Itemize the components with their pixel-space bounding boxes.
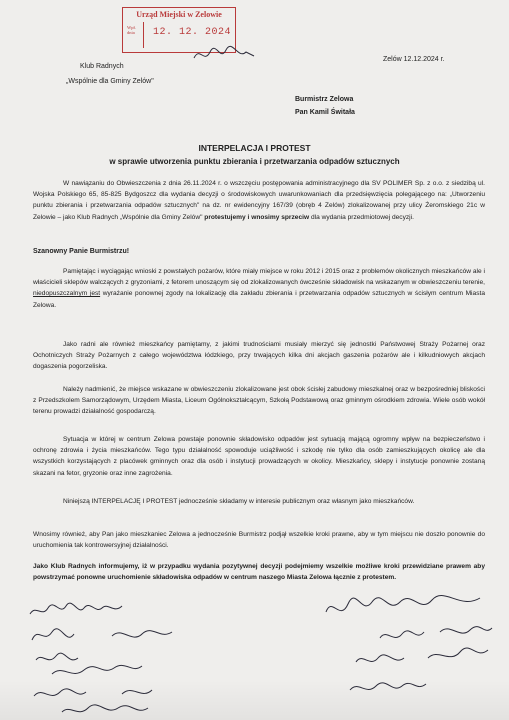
paragraph-1	[33, 178, 485, 223]
paragraph-8: Jako Klub Radnych informujemy, iż w przypadku wydania pozytywnej decyzji podejmiemy wszelkie możliwe kroki przewidziane prawem aby powstrzymać ponowne uruchomienie składowiska odpadów w centrum naszego Miasta Zelowa łącznie z protestem.	[33, 563, 485, 582]
paragraph-1-end: dla wydania przedmiotowej decyzji.	[309, 213, 414, 221]
document-subtitle: w sprawie utworzenia punktu zbierania i przetwarzania odpadów sztucznych	[109, 157, 400, 166]
paragraph-1-text: W nawiązaniu do Obwieszczenia z dnia 26.11.2024 r. o wszczęciu postępowania administracyjnego dla SV POLIMER Sp. z o.o. z siedzibą ul. Wojska Polskiego 65, 85-825 Bydgoszcz dla wydania decyzji o środowiskowych uwarunkowaniach dla przedsięwzięcia polegającego na: „Utworzeniu punktu zbierania i przetwarzania odpadów sztucznych" na dz. nr ewidencyjny 167/39 (obręb 4 Zelów) zlokalizowanej przy ulicy Żeromskiego 21c w Zelowie – jako Klub Radnych „Wspólnie dla Gminy Zelów"	[33, 180, 485, 221]
place-date: Zelów 12.12.2024 r.	[383, 56, 445, 63]
paragraph-3: Jako radni ale również mieszkańcy pamiętamy, z jakimi trudnościami musiały mierzyć się jednostki Państwowej Straży Pożarnej oraz Ochotniczych Straży Pożarnych z całego województwa łódzkiego, przy trwających kilka dni akcjach gaszenia pożarów ale i kilkudniowych akcjach dogaszenia pogorzeliska.	[33, 341, 485, 371]
stamp-date: 12. 12. 2024	[153, 27, 232, 38]
recipient-name: Pan Kamil Świtała	[295, 109, 355, 116]
paragraph-5: Sytuacja w której w centrum Zelowa powstaje ponownie składowisko odpadów jest sytuacją mającą ogromny wpływ na bezpieczeństwo i ochronę zdrowia i życia mieszkańców. Tego typu działalność spowoduje uciążliwość i szkodę nie tylko dla osób zamieszkujących okolicę ale dla wszystkich korzystających z placówek gminnych oraz dla osób i instytucji prowadzących w okolicy. Mieszkańcy, sklepy i instytucje ponownie zostaną skazani na fetor, gryzonie oraz inne zagrożenia.	[33, 436, 485, 477]
stamp-signature	[190, 44, 260, 66]
paragraph-2-end: wyrażanie ponownej zgody na lokalizację dla zakładu zbierania i przetwarzania odpadów sztucznych w ścisłym centrum Miasta Zelowa.	[33, 290, 485, 309]
paragraph-7: Wnosimy również, aby Pan jako mieszkaniec Zelowa a jednocześnie Burmistrz podjął wszelkie kroki prawne, aby w tym miejscu nie doszło ponownie do uruchomienia tak kontrowersyjnej działalności.	[33, 531, 485, 550]
paragraph-1-bold: protestujemy i wnosimy sprzeciw	[204, 213, 310, 221]
salutation: Szanowny Panie Burmistrzu!	[33, 248, 130, 255]
club-label: Klub Radnych	[80, 63, 124, 70]
paragraph-4: Należy nadmienić, że miejsce wskazane w obwieszczeniu zlokalizowane jest obok ścisłej zabudowy mieszkalnej oraz w bezpośredniej bliskości z Przedszkolem Samorządowym, Urzędem Miasta, Liceum Ogólnokształcącym, Szkołą Podstawową oraz gminnym ośrodkiem zdrowia. Wiele osób wokół terenu prowadzi działalność gospodarczą.	[33, 386, 485, 416]
document-title: INTERPELACJA I PROTEST	[198, 143, 311, 153]
page-shadow	[0, 680, 509, 720]
club-name: „Wspólnie dla Gminy Zelów"	[66, 78, 154, 85]
paragraph-2-underlined: niedopuszczalnym jest	[33, 290, 101, 298]
recipient-title: Burmistrz Zelowa	[295, 96, 354, 103]
paragraph-2	[33, 266, 485, 311]
stamp-date-label: Wpł. dnia	[127, 25, 136, 35]
stamp-office: Urząd Miejski w Zelowie	[136, 10, 222, 19]
paragraph-2-text: Pamiętając i wyciągając wnioski z powstałych pożarów, które miały miejsce w roku 2012 i 2015 oraz z problemów okolicznych mieszkańców ale i właścicieli sklepów walczących z gryzoniami, z fetorem unoszącym się od zlokalizowanych ówcześnie składowisk na wskazanym w obwieszczeniu terenie,	[33, 268, 485, 287]
paragraph-6: Niniejszą INTERPELACJĘ I PROTEST jednocześnie składamy w interesie publicznym oraz własnym jako mieszkańców.	[63, 498, 415, 505]
